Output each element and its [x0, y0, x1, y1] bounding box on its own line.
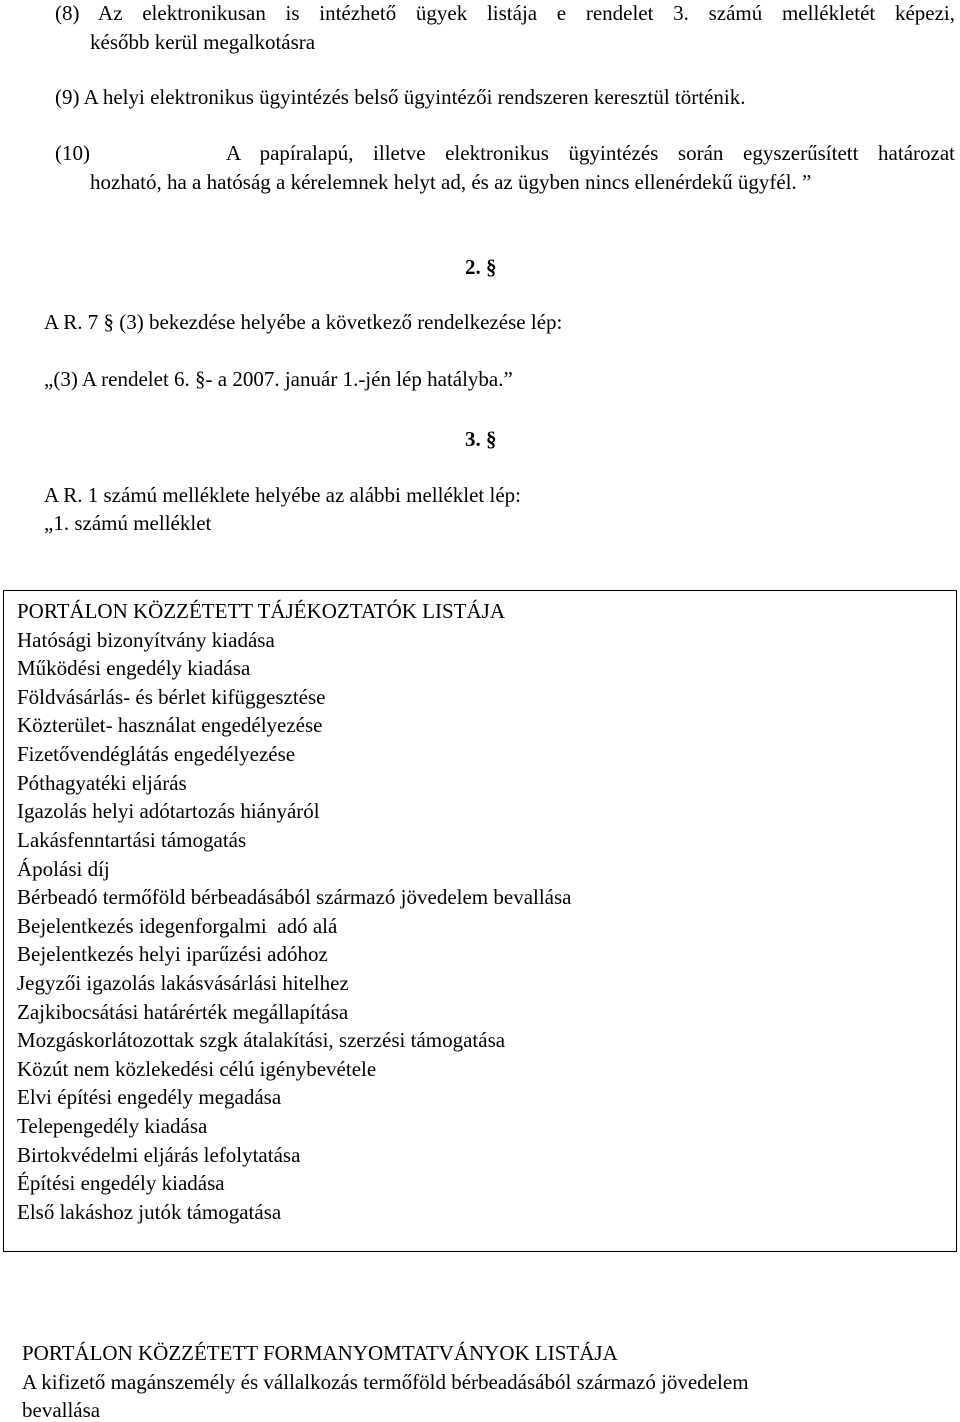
para8-line2: később kerül megalkotásra — [90, 30, 316, 54]
para10-line1: (10) A papíralapú, illetve elektronikus ügyintézés során egyszerűsített határozat — [55, 141, 955, 165]
list-item: Igazolás helyi adótartozás hiányáról — [17, 799, 320, 823]
list-item: Közút nem közlekedési célú igénybevétele — [17, 1057, 377, 1081]
list-item: Közterület- használat engedélyezése — [17, 713, 323, 737]
forms-list-title: PORTÁLON KÖZZÉTETT FORMANYOMTATVÁNYOK LISTÁJA — [22, 1341, 618, 1365]
forms-list-line2: bevallása — [22, 1398, 101, 1422]
info-list-title: PORTÁLON KÖZZÉTETT TÁJÉKOZTATÓK LISTÁJA — [17, 599, 505, 623]
list-item: Elvi építési engedély megadása — [17, 1085, 282, 1109]
section3-annex: „1. számú melléklet — [44, 511, 212, 535]
list-item: Lakásfenntartási támogatás — [17, 828, 247, 852]
list-item: Mozgáskorlátozottak szgk átalakítási, szerzési támogatása — [17, 1028, 506, 1052]
para10-line2: hozható, ha a hatóság a kérelemnek helyt ad, és az ügyben nincs ellenérdekű ügyfél. ” — [90, 170, 812, 194]
section2-intro: A R. 7 § (3) bekezdése helyébe a következő rendelkezése lép: — [44, 310, 563, 334]
list-item: Telepengedély kiadása — [17, 1114, 208, 1138]
section3-heading: 3. § — [465, 427, 497, 451]
list-item: Póthagyatéki eljárás — [17, 771, 187, 795]
section2-quote: „(3) A rendelet 6. §- a 2007. január 1.-jén lép hatályba.” — [44, 367, 513, 391]
list-item: Jegyzői igazolás lakásvásárlási hitelhez — [17, 971, 349, 995]
list-item: Építési engedély kiadása — [17, 1171, 225, 1195]
para9: (9) A helyi elektronikus ügyintézés belső ügyintézői rendszeren keresztül történik. — [55, 85, 746, 109]
list-item: Fizetővendéglátás engedélyezése — [17, 742, 296, 766]
list-item: Ápolási díj — [17, 857, 110, 881]
para8-line1: (8) Az elektronikusan is intézhető ügyek listája e rendelet 3. számú mellékletét képezi, — [55, 1, 955, 25]
forms-list-line1: A kifizető magánszemély és vállalkozás termőföld bérbeadásából származó jövedelem — [22, 1370, 749, 1394]
section3-intro: A R. 1 számú melléklete helyébe az alábbi melléklet lép: — [44, 483, 521, 507]
list-item: Zajkibocsátási határérték megállapítása — [17, 1000, 349, 1024]
list-item: Bejelentkezés helyi iparűzési adóhoz — [17, 942, 328, 966]
list-item: Első lakáshoz jutók támogatása — [17, 1200, 282, 1224]
info-list-box — [3, 590, 957, 1252]
list-item: Bejelentkezés idegenforgalmi adó alá — [17, 914, 338, 938]
list-item: Bérbeadó termőföld bérbeadásából származó jövedelem bevallása — [17, 885, 572, 909]
section2-heading: 2. § — [465, 255, 497, 279]
list-item: Birtokvédelmi eljárás lefolytatása — [17, 1143, 301, 1167]
list-item: Működési engedély kiadása — [17, 656, 251, 680]
list-item: Földvásárlás- és bérlet kifüggesztése — [17, 685, 326, 709]
list-item: Hatósági bizonyítvány kiadása — [17, 628, 275, 652]
